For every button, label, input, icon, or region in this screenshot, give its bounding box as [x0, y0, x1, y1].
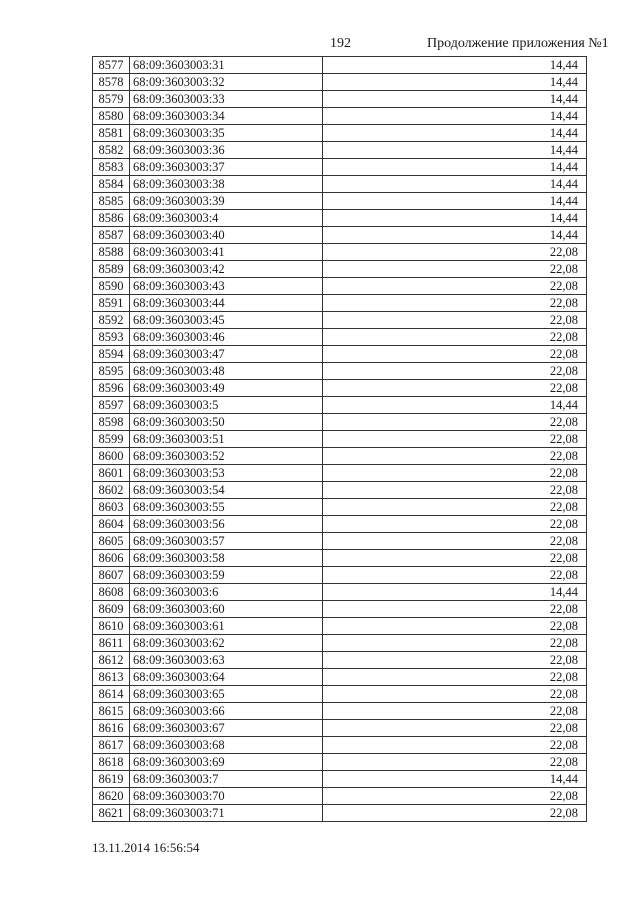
- row-number-cell: 8618: [93, 754, 130, 771]
- value-cell: 22,08: [323, 601, 587, 618]
- cadastral-number-cell: 68:09:3603003:7: [130, 771, 323, 788]
- row-number-cell: 8611: [93, 635, 130, 652]
- cadastral-number-cell: 68:09:3603003:33: [130, 91, 323, 108]
- table-row: [93, 720, 587, 737]
- row-number-cell: 8590: [93, 278, 130, 295]
- row-number-cell: 8586: [93, 210, 130, 227]
- row-number-cell: 8578: [93, 74, 130, 91]
- cadastral-number-cell: 68:09:3603003:52: [130, 448, 323, 465]
- value-cell: 14,44: [323, 176, 587, 193]
- cadastral-number-cell: 68:09:3603003:58: [130, 550, 323, 567]
- row-number-cell: 8616: [93, 720, 130, 737]
- table-row: [93, 788, 587, 805]
- row-number-cell: 8608: [93, 584, 130, 601]
- table-row: [93, 193, 587, 210]
- cadastral-number-cell: 68:09:3603003:66: [130, 703, 323, 720]
- table-row: [93, 601, 587, 618]
- value-cell: 22,08: [323, 465, 587, 482]
- cadastral-number-cell: 68:09:3603003:42: [130, 261, 323, 278]
- table-row: [93, 244, 587, 261]
- value-cell: 22,08: [323, 737, 587, 754]
- cadastral-number-cell: 68:09:3603003:32: [130, 74, 323, 91]
- appendix-title: Продолжение приложения №1: [427, 36, 609, 51]
- table-row: [93, 346, 587, 363]
- value-cell: 22,08: [323, 550, 587, 567]
- cadastral-number-cell: 68:09:3603003:69: [130, 754, 323, 771]
- cadastral-number-cell: 68:09:3603003:57: [130, 533, 323, 550]
- value-cell: 22,08: [323, 414, 587, 431]
- row-number-cell: 8594: [93, 346, 130, 363]
- value-cell: 22,08: [323, 329, 587, 346]
- value-cell: 14,44: [323, 91, 587, 108]
- table-row: [93, 805, 587, 822]
- table-row: [93, 312, 587, 329]
- table-row: [93, 261, 587, 278]
- cadastral-number-cell: 68:09:3603003:40: [130, 227, 323, 244]
- row-number-cell: 8579: [93, 91, 130, 108]
- value-cell: 14,44: [323, 159, 587, 176]
- cadastral-number-cell: 68:09:3603003:46: [130, 329, 323, 346]
- value-cell: 22,08: [323, 295, 587, 312]
- row-number-cell: 8610: [93, 618, 130, 635]
- value-cell: 14,44: [323, 227, 587, 244]
- row-number-cell: 8582: [93, 142, 130, 159]
- value-cell: 14,44: [323, 142, 587, 159]
- value-cell: 22,08: [323, 533, 587, 550]
- row-number-cell: 8609: [93, 601, 130, 618]
- cadastral-number-cell: 68:09:3603003:6: [130, 584, 323, 601]
- cadastral-number-cell: 68:09:3603003:67: [130, 720, 323, 737]
- cadastral-number-cell: 68:09:3603003:71: [130, 805, 323, 822]
- table-row: [93, 176, 587, 193]
- table-row: [93, 227, 587, 244]
- value-cell: 14,44: [323, 57, 587, 74]
- table-row: [93, 159, 587, 176]
- cadastral-number-cell: 68:09:3603003:35: [130, 125, 323, 142]
- row-number-cell: 8581: [93, 125, 130, 142]
- row-number-cell: 8604: [93, 516, 130, 533]
- table-row: [93, 584, 587, 601]
- value-cell: 14,44: [323, 125, 587, 142]
- cadastral-number-cell: 68:09:3603003:31: [130, 57, 323, 74]
- table-row: [93, 91, 587, 108]
- value-cell: 22,08: [323, 312, 587, 329]
- row-number-cell: 8589: [93, 261, 130, 278]
- page-number: 192: [330, 36, 351, 51]
- row-number-cell: 8591: [93, 295, 130, 312]
- table-row: [93, 448, 587, 465]
- value-cell: 14,44: [323, 210, 587, 227]
- cadastral-number-cell: 68:09:3603003:62: [130, 635, 323, 652]
- row-number-cell: 8585: [93, 193, 130, 210]
- table-row: [93, 74, 587, 91]
- value-cell: 14,44: [323, 584, 587, 601]
- value-cell: 22,08: [323, 567, 587, 584]
- value-cell: 14,44: [323, 74, 587, 91]
- cadastral-number-cell: 68:09:3603003:48: [130, 363, 323, 380]
- value-cell: 22,08: [323, 346, 587, 363]
- row-number-cell: 8599: [93, 431, 130, 448]
- cadastral-number-cell: 68:09:3603003:44: [130, 295, 323, 312]
- value-cell: 22,08: [323, 720, 587, 737]
- table-row: [93, 142, 587, 159]
- cadastral-number-cell: 68:09:3603003:55: [130, 499, 323, 516]
- row-number-cell: 8619: [93, 771, 130, 788]
- value-cell: 22,08: [323, 482, 587, 499]
- row-number-cell: 8614: [93, 686, 130, 703]
- table-row: [93, 703, 587, 720]
- cadastral-number-cell: 68:09:3603003:34: [130, 108, 323, 125]
- value-cell: 22,08: [323, 499, 587, 516]
- row-number-cell: 8600: [93, 448, 130, 465]
- value-cell: 22,08: [323, 431, 587, 448]
- table-row: [93, 482, 587, 499]
- table-row: [93, 618, 587, 635]
- value-cell: 14,44: [323, 108, 587, 125]
- cadastral-number-cell: 68:09:3603003:60: [130, 601, 323, 618]
- table-row: [93, 380, 587, 397]
- table-row: [93, 363, 587, 380]
- value-cell: 22,08: [323, 244, 587, 261]
- table-row: [93, 737, 587, 754]
- cadastral-number-cell: 68:09:3603003:37: [130, 159, 323, 176]
- value-cell: 22,08: [323, 618, 587, 635]
- cadastral-number-cell: 68:09:3603003:36: [130, 142, 323, 159]
- table-row: [93, 499, 587, 516]
- cadastral-number-cell: 68:09:3603003:65: [130, 686, 323, 703]
- table-row: [93, 295, 587, 312]
- value-cell: 22,08: [323, 754, 587, 771]
- table-row: [93, 465, 587, 482]
- data-table: [92, 56, 587, 822]
- cadastral-number-cell: 68:09:3603003:45: [130, 312, 323, 329]
- cadastral-number-cell: 68:09:3603003:59: [130, 567, 323, 584]
- row-number-cell: 8621: [93, 805, 130, 822]
- table-row: [93, 771, 587, 788]
- cadastral-number-cell: 68:09:3603003:51: [130, 431, 323, 448]
- row-number-cell: 8583: [93, 159, 130, 176]
- table-row: [93, 329, 587, 346]
- footer-timestamp: 13.11.2014 16:56:54: [92, 840, 200, 855]
- row-number-cell: 8602: [93, 482, 130, 499]
- cadastral-number-cell: 68:09:3603003:41: [130, 244, 323, 261]
- cadastral-number-cell: 68:09:3603003:54: [130, 482, 323, 499]
- table-row: [93, 108, 587, 125]
- table-row: [93, 397, 587, 414]
- table-row: [93, 278, 587, 295]
- value-cell: 22,08: [323, 805, 587, 822]
- row-number-cell: 8598: [93, 414, 130, 431]
- cadastral-number-cell: 68:09:3603003:68: [130, 737, 323, 754]
- cadastral-number-cell: 68:09:3603003:56: [130, 516, 323, 533]
- cadastral-number-cell: 68:09:3603003:70: [130, 788, 323, 805]
- table-row: [93, 57, 587, 74]
- row-number-cell: 8587: [93, 227, 130, 244]
- table-row: [93, 567, 587, 584]
- value-cell: 22,08: [323, 516, 587, 533]
- cadastral-number-cell: 68:09:3603003:5: [130, 397, 323, 414]
- row-number-cell: 8595: [93, 363, 130, 380]
- value-cell: 22,08: [323, 788, 587, 805]
- table-row: [93, 533, 587, 550]
- row-number-cell: 8603: [93, 499, 130, 516]
- cadastral-number-cell: 68:09:3603003:39: [130, 193, 323, 210]
- table-row: [93, 516, 587, 533]
- value-cell: 22,08: [323, 363, 587, 380]
- row-number-cell: 8612: [93, 652, 130, 669]
- cadastral-number-cell: 68:09:3603003:53: [130, 465, 323, 482]
- table-row: [93, 652, 587, 669]
- value-cell: 22,08: [323, 261, 587, 278]
- table-row: [93, 669, 587, 686]
- table-row: [93, 550, 587, 567]
- value-cell: 22,08: [323, 278, 587, 295]
- cadastral-number-cell: 68:09:3603003:47: [130, 346, 323, 363]
- value-cell: 22,08: [323, 380, 587, 397]
- table-row: [93, 635, 587, 652]
- value-cell: 22,08: [323, 669, 587, 686]
- row-number-cell: 8596: [93, 380, 130, 397]
- row-number-cell: 8577: [93, 57, 130, 74]
- table-row: [93, 414, 587, 431]
- row-number-cell: 8613: [93, 669, 130, 686]
- table-row: [93, 125, 587, 142]
- table-body: [93, 57, 587, 822]
- row-number-cell: 8620: [93, 788, 130, 805]
- cadastral-number-cell: 68:09:3603003:61: [130, 618, 323, 635]
- row-number-cell: 8617: [93, 737, 130, 754]
- row-number-cell: 8605: [93, 533, 130, 550]
- row-number-cell: 8593: [93, 329, 130, 346]
- row-number-cell: 8606: [93, 550, 130, 567]
- value-cell: 14,44: [323, 193, 587, 210]
- table-row: [93, 431, 587, 448]
- row-number-cell: 8592: [93, 312, 130, 329]
- cadastral-number-cell: 68:09:3603003:38: [130, 176, 323, 193]
- value-cell: 22,08: [323, 448, 587, 465]
- row-number-cell: 8601: [93, 465, 130, 482]
- row-number-cell: 8588: [93, 244, 130, 261]
- value-cell: 22,08: [323, 652, 587, 669]
- cadastral-number-cell: 68:09:3603003:63: [130, 652, 323, 669]
- value-cell: 14,44: [323, 771, 587, 788]
- cadastral-number-cell: 68:09:3603003:50: [130, 414, 323, 431]
- cadastral-number-cell: 68:09:3603003:43: [130, 278, 323, 295]
- cadastral-number-cell: 68:09:3603003:64: [130, 669, 323, 686]
- row-number-cell: 8580: [93, 108, 130, 125]
- table-row: [93, 210, 587, 227]
- table-row: [93, 754, 587, 771]
- value-cell: 22,08: [323, 635, 587, 652]
- value-cell: 22,08: [323, 686, 587, 703]
- value-cell: 14,44: [323, 397, 587, 414]
- row-number-cell: 8584: [93, 176, 130, 193]
- cadastral-number-cell: 68:09:3603003:4: [130, 210, 323, 227]
- cadastral-number-cell: 68:09:3603003:49: [130, 380, 323, 397]
- row-number-cell: 8597: [93, 397, 130, 414]
- row-number-cell: 8615: [93, 703, 130, 720]
- value-cell: 22,08: [323, 703, 587, 720]
- row-number-cell: 8607: [93, 567, 130, 584]
- table-row: [93, 686, 587, 703]
